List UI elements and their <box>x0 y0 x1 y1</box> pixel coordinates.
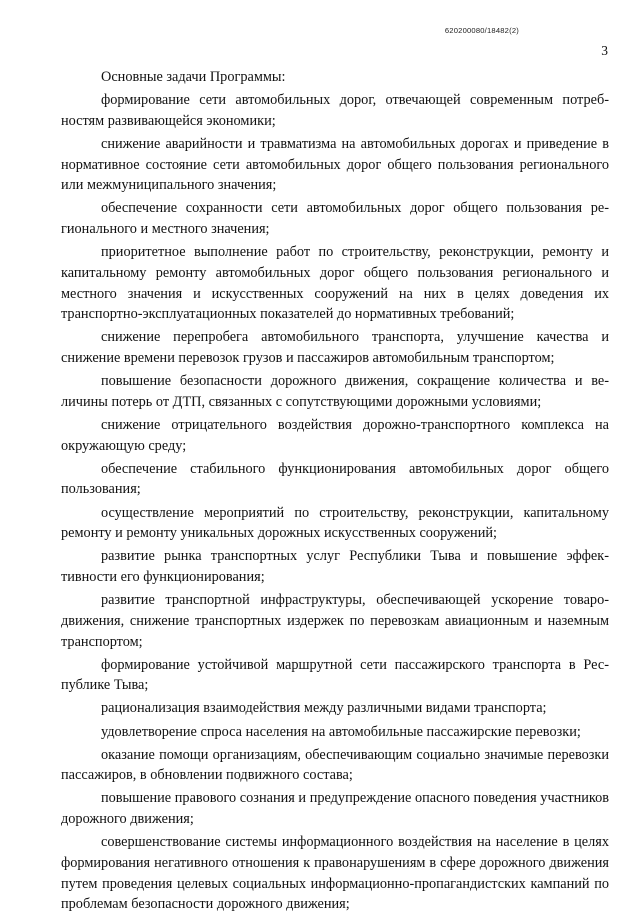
task-item-13: рационализация взаимодействия между различными видами транспорта; <box>101 700 547 717</box>
task-item-4: приоритетное выполнение работ по строительству, реконструкции, ремонту и капитальному ремонту автомобильных дорог общего пользования регионального и местного значения и искусственных сооружений на них в целях доведения их транспортно-эксплуатационных показателей до нормативных требований; <box>61 244 609 323</box>
task-item-17: совершенствование системы информационного воздействия на население в целях формирования негативного отношения к правонарушениям в сфере дорожного движения путем проведения целевых социальных информационно-пропагандистских кампаний по проблемам безопасности дорожного движения; <box>61 834 609 913</box>
task-item-9: осуществление мероприятий по строительству, реконструкции, капитальному ремонту и ремонту уникальных дорожных искусственных сооружений; <box>61 504 609 542</box>
task-item-15: оказание помощи организациям, обеспечивающим социально значимые перевозки пассажиров, в обновлении подвижного состава; <box>61 746 609 784</box>
task-item-1: формирование сети автомобильных дорог, отвечающей современным потребностям развивающейся экономики; <box>61 92 609 129</box>
task-item-3: обеспечение сохранности сети автомобильных дорог общего пользования регионального и местного значения; <box>61 200 609 238</box>
task-item-7: снижение отрицательного воздействия дорожно-транспортного комплекса на окружающую среду; <box>61 416 609 454</box>
task-item-6: повышение безопасности дорожного движения, сокращение количества и величины потерь от ДТП, связанных с сопутствующими дорожными условиями; <box>61 373 609 410</box>
task-item-11: развитие транспортной инфраструктуры, обеспечивающей ускорение товародвижения, снижение транспортных издержек по перевозкам авиационным и наземным транспортом; <box>61 592 609 650</box>
section-heading: Основные задачи Программы: <box>101 69 286 85</box>
task-item-10: развитие рынка транспортных услуг Республики Тыва и повышение эффективности его функционирования; <box>61 548 609 586</box>
document-body <box>61 67 609 917</box>
task-item-14: удовлетворение спроса населения на автомобильные пассажирские перевозки; <box>101 723 581 740</box>
task-item-16: повышение правового сознания и предупреждение опасного поведения участников дорожного движения; <box>61 790 609 828</box>
task-item-5: снижение перепробега автомобильного транспорта, улучшение качества и снижение времени перевозок грузов и пассажиров автомобильным транспортом; <box>61 329 609 367</box>
task-item-2: снижение аварийности и травматизма на автомобильных дорогах и приведение в нормативное состояние сети автомобильных дорог общего пользования регионального или межмуниципального значения; <box>61 135 609 194</box>
task-item-12: формирование устойчивой маршрутной сети пассажирского транспорта в Республике Тыва; <box>61 656 609 694</box>
task-item-8: обеспечение стабильного функционирования автомобильных дорог общего пользования; <box>61 460 609 498</box>
document-id: 620200080/18482(2) <box>444 26 519 35</box>
page-number: 3 <box>601 43 608 58</box>
